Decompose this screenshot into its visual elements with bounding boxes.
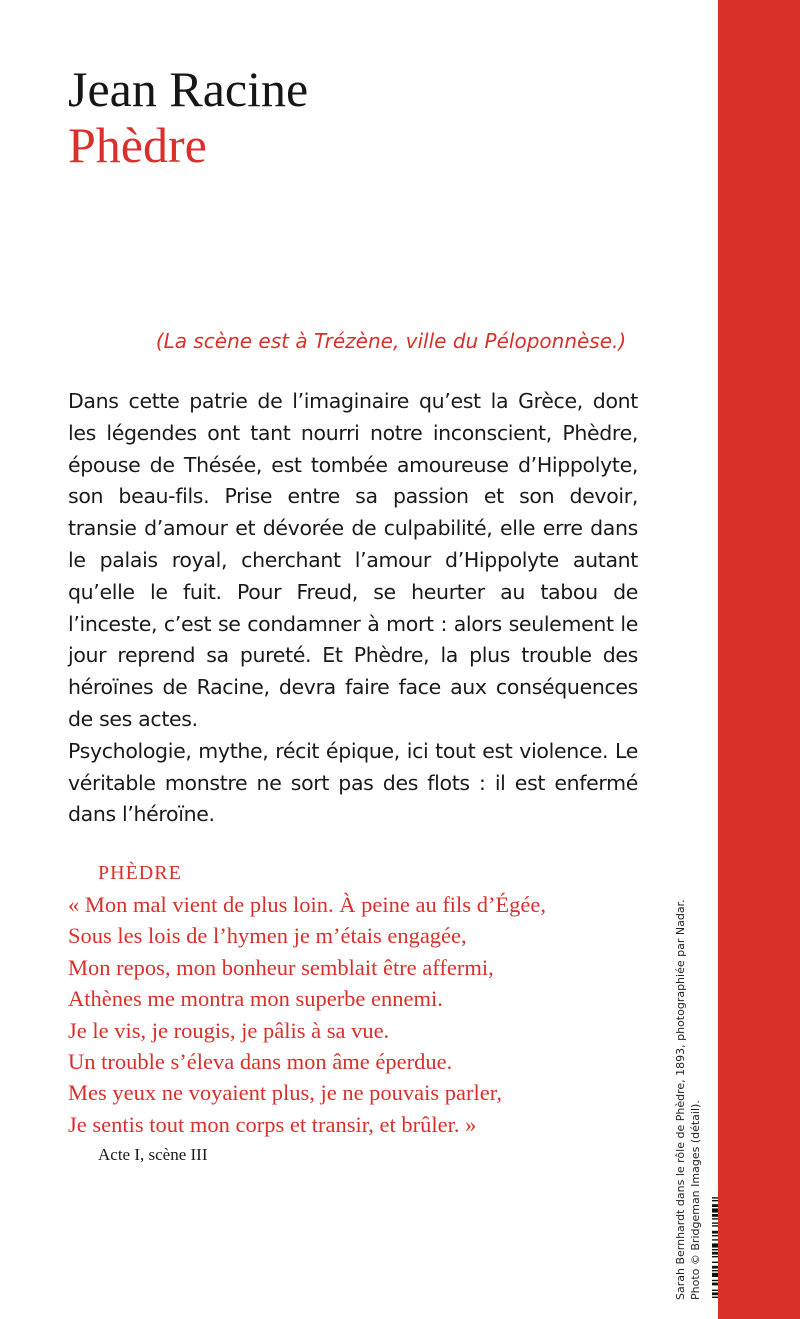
verse-line: Mon repos, mon bonheur semblait être affermi, bbox=[68, 954, 494, 980]
photo-credit bbox=[673, 899, 703, 1300]
verse-line: Mes yeux ne voyaient plus, je ne pouvais parler, bbox=[68, 1080, 502, 1106]
verse-line: Sous les lois de l’hymen je m’étais engagée, bbox=[68, 923, 467, 949]
photo-credit-line: Sarah Bernhardt dans le rôle de Phèdre, 1893, photographiée par Nadar. bbox=[674, 899, 687, 1300]
photo-credit-line: Photo © Bridgeman Images (détail). bbox=[689, 1100, 702, 1300]
verse-line: « Mon mal vient de plus loin. À peine au fils d’Égée, bbox=[68, 892, 547, 917]
verse-line: Je sentis tout mon corps et transir, et brûler. » bbox=[68, 1111, 477, 1137]
book-title: Phèdre bbox=[68, 117, 207, 173]
quote-verses bbox=[68, 889, 546, 1140]
blurb bbox=[68, 386, 638, 831]
verse-line: Athènes me montra mon superbe ennemi. bbox=[68, 986, 443, 1012]
blurb-paragraph: Dans cette patrie de l’imaginaire qu’est la Grèce, dont les légendes ont tant nourri notre inconscient, Phèdre, épouse de Thésée, est tombée amoureuse d’Hippolyte, son beau-fils. Prise entre sa passion et son devoir, transie d’amour et dévorée de culpabilité, elle erre dans le palais royal, cherchant l’amour d’Hippolyte autant qu’elle le fuit. Pour Freud, se heurter au tabou de l’inceste, c’est se condamner à mort : alors seulement le jour reprend sa pureté. Et Phèdre, la plus trouble des héroïnes de Racine, devra faire face aux conséquences de ses actes. bbox=[68, 389, 638, 731]
red-spine-band bbox=[718, 0, 800, 1319]
author-name: Jean Racine bbox=[68, 61, 309, 117]
setting-line: (La scène est à Trézène, ville du Péloponnèse.) bbox=[155, 329, 627, 353]
verse-line: Je le vis, je rougis, je pâlis à sa vue. bbox=[68, 1017, 390, 1043]
verse-line: Un trouble s’éleva dans mon âme éperdue. bbox=[68, 1049, 453, 1075]
quote-speaker: PHÈDRE bbox=[98, 862, 182, 884]
quote-reference: Acte I, scène III bbox=[98, 1145, 208, 1164]
blurb-paragraph: Psychologie, mythe, récit épique, ici tout est violence. Le véritable monstre ne sort pas des flots : il est enfermé dans l’héroïne. bbox=[68, 738, 638, 827]
